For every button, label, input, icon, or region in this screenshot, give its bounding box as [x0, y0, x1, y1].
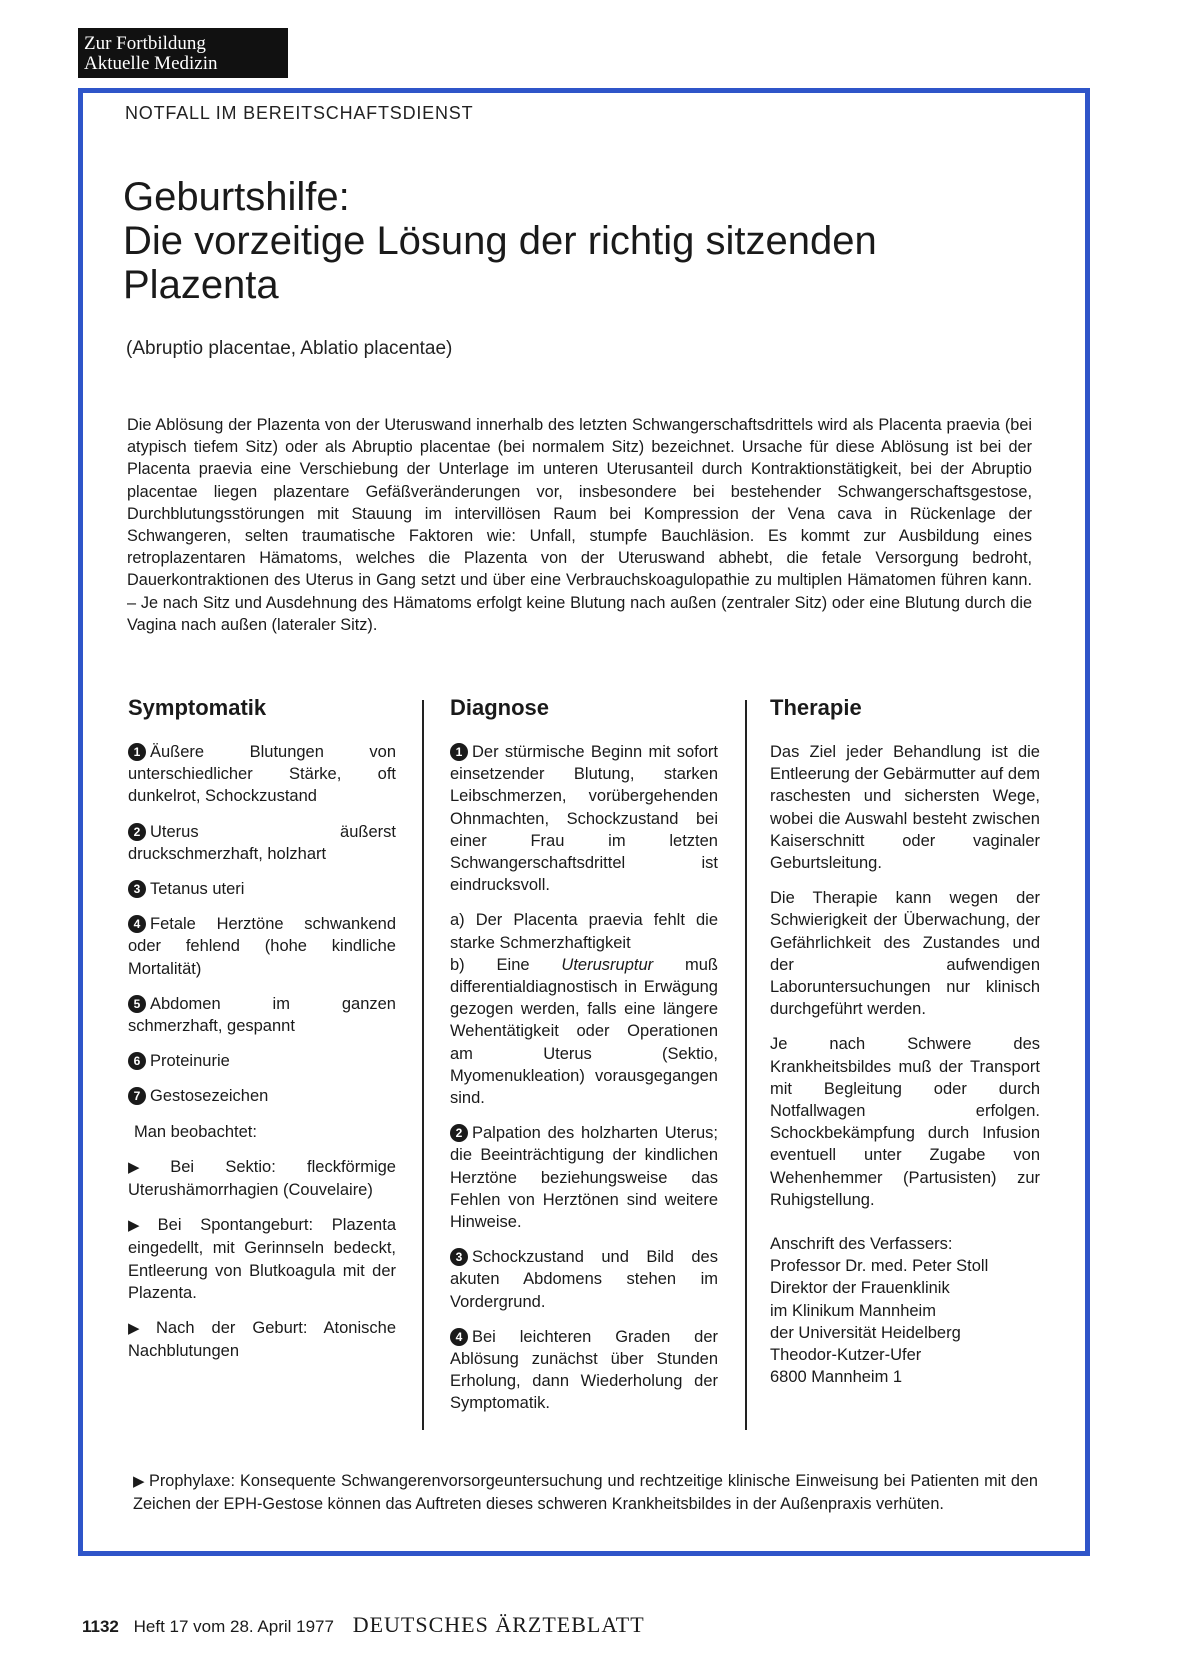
therapie-paragraph: Das Ziel jeder Behandlung ist die Entleerung der Gebärmutter auf dem raschesten und sichersten Wege, wobei die Auswahl besteht zwischen Kaiserschnitt oder vaginaler Geburtsleitung.	[770, 743, 1040, 873]
issue-info: Heft 17 vom 28. April 1977	[133, 1617, 334, 1636]
symptom-item: 6 Proteinurie	[128, 1050, 396, 1072]
number-5-icon: 5	[128, 995, 146, 1013]
diagnose-column	[450, 695, 718, 1428]
symptom-item: 4 Fetale Herztöne schwankend oder fehlend (hohe kindliche Mortalität)	[128, 915, 396, 978]
badge-line-1: Zur Fortbildung	[84, 33, 206, 54]
triangle-bullet-icon: ▶	[128, 1217, 154, 1235]
address-line: Direktor der Frauenklinik	[770, 1279, 950, 1298]
title-line-1: Geburtshilfe:	[123, 175, 350, 219]
symptom-item: 3 Tetanus uteri	[128, 878, 396, 900]
author-address	[770, 1233, 1040, 1388]
observe-bullet: ▶ Nach der Geburt: Atonische Nachblutungen	[128, 1319, 396, 1361]
intro-paragraph: Die Ablösung der Plazenta von der Uteruswand innerhalb des letzten Schwangerschaftsdrittels wird als Placenta praevia (bei atypisch tiefem Sitz) oder als Abruptio placentae (bei normalem Sitz) bezeichnet. Ursache für diese Ablösung ist bei der Placenta praevia eine Verschiebung der Unterlage im unteren Uterusanteil durch Kontraktionstätigkeit, bei der Abruptio placentae liegen plazentare Gefäßveränderungen vor, insbesondere bei bestehender Schwangerschaftsgestose, Durchblutungsstörungen mit Stauung im intervillösen Raum bei Kompression der Vena cava in Rückenlage der Schwangeren, selten traumatische Faktoren wie: Unfall, stumpfe Bauchläsion. Es kommt zur Ausbildung eines retroplazentaren Hämatoms, welches die Plazenta von der Uteruswand abhebt, die fetale Versorgung bedroht, Dauerkontraktionen des Uterus in Gang setzt und über eine Verbrauchskoagulopathie zu multiplen Hämatomen führen kann. – Je nach Sitz und Ausdehnung des Hämatoms erfolgt keine Blutung nach außen (zentraler Sitz) oder eine Blutung durch die Vagina nach außen (lateraler Sitz).	[127, 416, 1032, 634]
diagnose-item: 1 Der stürmische Beginn mit sofort einsetzender Blutung, starken Leibschmerzen, vorübergehenden Ohnmachten, Schockzustand bei einer Frau im letzten Schwangerschaftsdrittel ist eindrucksvoll.	[450, 743, 718, 895]
badge-line-2: Aktuelle Medizin	[84, 53, 218, 74]
number-1-icon: 1	[450, 743, 468, 761]
page-footer	[82, 1612, 645, 1638]
number-2-icon: 2	[450, 1124, 468, 1142]
observe-label: Man beobachtet:	[134, 1122, 257, 1141]
symptomatik-column	[128, 695, 396, 1375]
differential-diagnosis: a) Der Placenta praevia fehlt die starke Schmerzhaftigkeit b) Eine Uterusruptur muß differentialdiagnostisch in Erwägung gezogen werden, falls eine längere Wehentätigkeit oder Operationen am Uterus (Sektio, Myomenukleation) vorausgegangen sind.	[450, 911, 718, 1108]
diagnose-item: 4 Bei leichteren Graden der Ablösung zunächst über Stunden Erholung, dann Wiederholung der Symptomatik.	[450, 1327, 718, 1413]
address-line: der Universität Heidelberg	[770, 1323, 961, 1342]
symptom-item: 7 Gestosezeichen	[128, 1085, 396, 1107]
therapie-paragraph: Die Therapie kann wegen der Schwierigkeit der Überwachung, der Gefährlichkeit des Zustandes und der aufwendigen Laboruntersuchungen nur klinisch durchgeführt werden.	[770, 889, 1040, 1019]
number-1-icon: 1	[128, 743, 146, 761]
article-subtitle: (Abruptio placentae, Ablatio placentae)	[126, 338, 453, 359]
symptomatik-heading: Symptomatik	[128, 695, 267, 720]
triangle-bullet-icon: ▶	[128, 1158, 167, 1176]
observe-bullet: ▶ Bei Sektio: fleckförmige Uterushämorrhagien (Couvelaire)	[128, 1157, 396, 1200]
column-divider-2	[745, 700, 747, 1430]
article-title	[123, 175, 877, 307]
therapie-paragraph: Je nach Schwere des Krankheitsbildes muß der Transport mit Begleitung oder durch Notfallwagen erfolgen. Schockbekämpfung durch Infusion eventuell unter Zugabe von Wehenhemmer (Partusisten) zur Ruhigstellung.	[770, 1035, 1040, 1209]
prophylaxe-note: ▶ Prophylaxe: Konsequente Schwangerenvorsorgeuntersuchung und rechtzeitige klinische Einweisung bei Patienten mit den Zeichen der EPH-Gestose können das Auftreten dieses schweren Krankheitsbildes in der Außenpraxis verhüten.	[133, 1472, 1038, 1514]
title-line-2: Die vorzeitige Lösung der richtig sitzenden	[123, 219, 877, 263]
number-4-icon: 4	[128, 915, 146, 933]
therapie-column	[770, 695, 1040, 1388]
diagnose-item: 2 Palpation des holzharten Uterus; die Beeinträchtigung der kindlichen Herztöne beziehungsweise das Fehlen von Herztönen sind weitere Hinweise.	[450, 1124, 718, 1232]
address-line: Theodor-Kutzer-Ufer	[770, 1346, 922, 1365]
diff-a: a) Der Placenta praevia fehlt die starke Schmerzhaftigkeit	[450, 911, 718, 952]
number-6-icon: 6	[128, 1052, 146, 1070]
column-divider-1	[422, 700, 424, 1430]
section-badge	[78, 28, 288, 78]
diagnose-item: 3 Schockzustand und Bild des akuten Abdomens stehen im Vordergrund.	[450, 1248, 718, 1311]
number-2-icon: 2	[128, 823, 146, 841]
address-line: Professor Dr. med. Peter Stoll	[770, 1257, 989, 1276]
triangle-bullet-icon: ▶	[128, 1320, 152, 1338]
therapie-heading: Therapie	[770, 695, 862, 720]
number-4-icon: 4	[450, 1328, 468, 1346]
number-7-icon: 7	[128, 1087, 146, 1105]
address-line: im Klinikum Mannheim	[770, 1301, 936, 1320]
number-3-icon: 3	[450, 1248, 468, 1266]
triangle-bullet-icon: ▶	[133, 1473, 146, 1490]
symptom-item: 2 Uterus äußerst druckschmerzhaft, holzhart	[128, 822, 396, 863]
symptom-item: 5 Abdomen im ganzen schmerzhaft, gespannt	[128, 994, 396, 1036]
address-line: Anschrift des Verfassers:	[770, 1235, 953, 1254]
title-line-3: Plazenta	[123, 263, 279, 307]
uterusruptur-term: Uterusruptur	[561, 955, 654, 974]
diagnose-heading: Diagnose	[450, 695, 550, 720]
page-number: 1132	[82, 1617, 119, 1636]
address-line: 6800 Mannheim 1	[770, 1368, 903, 1387]
observe-bullet: ▶ Bei Spontangeburt: Plazenta eingedellt, mit Gerinnseln bedeckt, Entleerung von Blutkoagula mit der Plazenta.	[128, 1216, 396, 1302]
kicker: NOTFALL IM BEREITSCHAFTSDIENST	[125, 103, 474, 123]
number-3-icon: 3	[128, 880, 146, 898]
symptom-item: 1 Äußere Blutungen von unterschiedlicher Stärke, oft dunkelrot, Schockzustand	[128, 743, 396, 806]
journal-name: DEUTSCHES ÄRZTEBLATT	[352, 1612, 645, 1637]
